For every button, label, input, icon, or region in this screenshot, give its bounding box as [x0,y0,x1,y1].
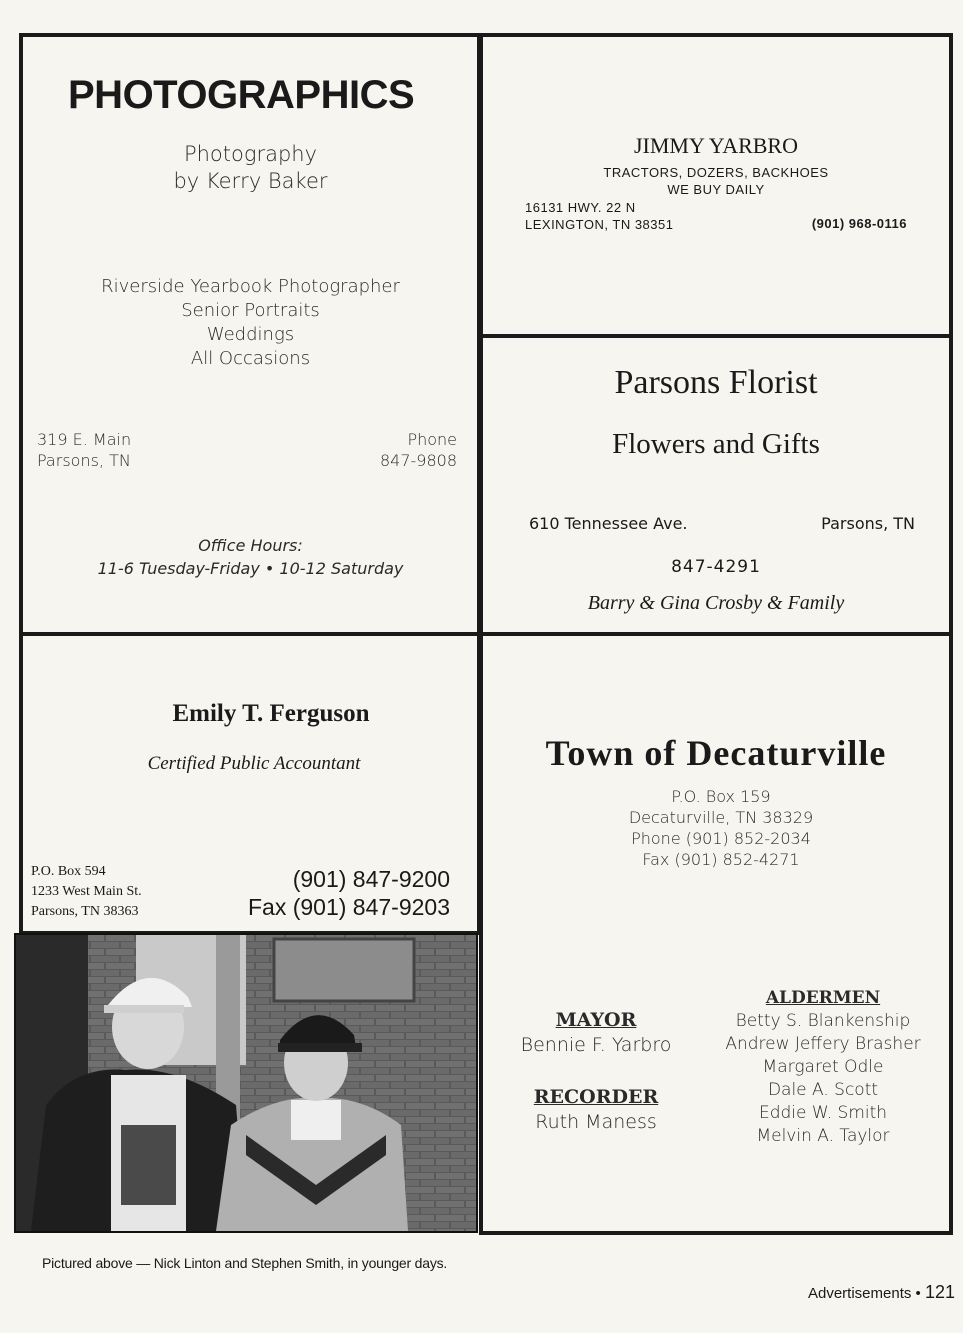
service-weddings: Weddings [206,324,295,345]
page-number: 121 [924,1282,955,1302]
photographics-tagline-2: by Kerry Baker [173,169,328,193]
decaturville-ad [479,632,953,1235]
photo-illustration [16,935,476,1231]
yarbro-line-1: TRACTORS, DOZERS, BACKHOES [603,165,829,180]
alderman: Andrew Jeffery Brasher [725,1034,921,1054]
photographics-phone: 847-9808 [379,451,457,470]
aldermen-label: ALDERMEN [765,988,881,1008]
service-yearbook: Riverside Yearbook Photographer [101,276,400,297]
ferguson-fax: Fax (901) 847-9203 [247,894,450,920]
decaturville-fax: Fax (901) 852-4271 [642,850,800,869]
ferguson-address-2: 1233 West Main St. [31,884,142,899]
decaturville-city: Decaturville, TN 38329 [628,808,814,827]
photographics-address-2: Parsons, TN [37,451,131,470]
yarbro-name: JIMMY YARBRO [633,133,798,158]
footer-section: Advertisements [807,1285,912,1302]
yarbro-ad [479,33,953,338]
florist-name: Parsons Florist [614,364,818,401]
alderman: Betty S. Blankenship [735,1011,911,1031]
recorder-label: RECORDER [533,1086,659,1108]
alderman: Dale A. Scott [767,1080,879,1100]
office-hours: 11-6 Tuesday-Friday • 10-12 Saturday [97,559,404,578]
photographics-title: PHOTOGRAPHICS [68,73,415,117]
florist-owners: Barry & Gina Crosby & Family [587,592,845,614]
photo-caption: Pictured above — Nick Linton and Stephen Smith, in younger days. [42,1255,448,1271]
yarbro-address-1: 16131 HWY. 22 N [525,200,636,215]
ferguson-ad [19,632,481,935]
yarbro-address-2: LEXINGTON, TN 38351 [525,217,674,232]
florist-subtitle: Flowers and Gifts [612,428,820,460]
service-occasions: All Occasions [190,348,311,369]
ferguson-address-3: Parsons, TN 38363 [31,904,139,919]
yarbro-line-2: WE BUY DAILY [667,182,765,197]
decaturville-phone: Phone (901) 852-2034 [631,829,811,848]
ferguson-name: Emily T. Ferguson [172,700,370,727]
florist-ad [479,334,953,636]
boys-photo [14,933,478,1233]
mayor-label: MAYOR [555,1009,637,1031]
alderman: Margaret Odle [762,1057,884,1077]
yarbro-phone: (901) 968-0116 [811,216,907,231]
ferguson-address-1: P.O. Box 594 [31,864,106,879]
alderman: Eddie W. Smith [758,1103,888,1123]
photographics-phone-label: Phone [407,430,457,449]
photographics-address-1: 319 E. Main [37,430,132,449]
decaturville-box: P.O. Box 159 [671,787,771,806]
florist-phone: 847-4291 [671,557,761,577]
florist-city: Parsons, TN [821,514,915,533]
service-portraits: Senior Portraits [181,300,320,321]
mayor-name: Bennie F. Yarbro [520,1034,672,1056]
recorder-name: Ruth Maness [535,1111,657,1133]
alderman: Melvin A. Taylor [756,1126,890,1146]
ferguson-title: Certified Public Accountant [147,753,361,774]
decaturville-name: Town of Decaturville [545,733,887,773]
page-footer [808,1282,955,1303]
photographics-ad [19,33,481,636]
florist-address: 610 Tennessee Ave. [529,514,688,533]
photographics-tagline-1: Photography [183,142,318,166]
office-hours-label: Office Hours: [198,536,303,555]
ferguson-phone: (901) 847-9200 [292,866,450,892]
footer-bullet: • [915,1285,925,1302]
